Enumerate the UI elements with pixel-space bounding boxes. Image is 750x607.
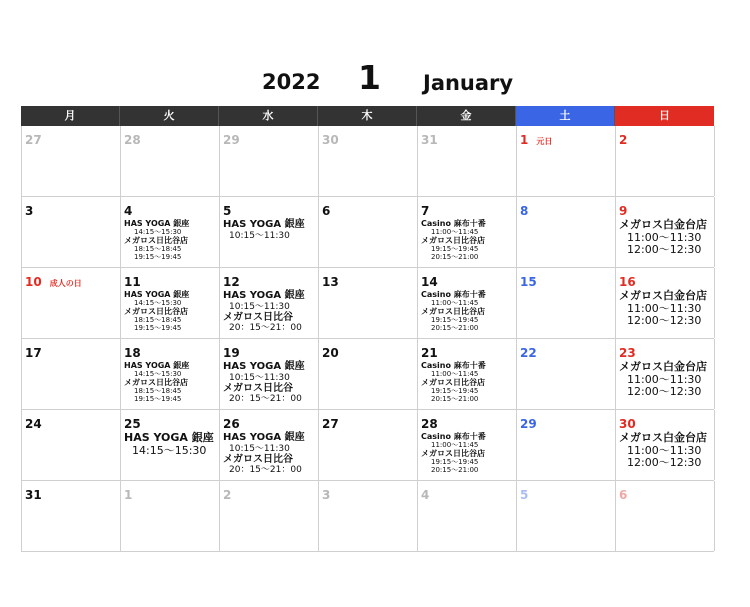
event-location: メガロス日比谷店 [421,236,485,246]
week-row [22,268,714,339]
event-location: メガロス日比谷 [223,311,293,323]
day-cell[interactable] [517,481,616,551]
day-cell[interactable] [517,410,616,480]
day-cell[interactable] [121,126,220,196]
event-time: 14:15〜15:30 [134,370,182,379]
weekday-header-3: 木 [318,106,417,126]
day-cell[interactable] [616,410,715,480]
event-time: 20:15〜21:00 [431,466,479,475]
event-location: HAS YOGA 銀座 [223,361,305,372]
day-cell[interactable] [22,197,121,267]
event-location: メガロス日比谷 [223,382,293,394]
day-header [124,413,219,432]
day-header [322,271,417,290]
event-location: HAS YOGA 銀座 [223,432,305,443]
day-number: 20 [322,346,339,360]
event-time: 20：15〜21：00 [229,465,302,476]
day-cell[interactable] [220,268,319,338]
day-number: 30 [322,133,339,147]
week-row [22,410,714,481]
calendar-weeks [21,126,714,552]
event-location: HAS YOGA 銀座 [124,219,190,228]
day-cell[interactable] [22,268,121,338]
day-header [25,200,120,219]
day-header [322,129,417,148]
day-number: 27 [322,417,339,431]
day-cell[interactable] [319,339,418,409]
day-number: 17 [25,346,42,360]
day-header [223,342,318,361]
day-header [25,484,120,503]
day-header [25,129,120,148]
event-time: 11:00〜11:30 [627,301,702,315]
day-cell[interactable] [616,126,715,196]
event-time: 19:15〜19:45 [134,324,182,333]
event-location: Casino 麻布十番 [421,219,486,228]
event-time: 19:15〜19:45 [431,387,479,396]
week-row [22,339,714,410]
week-row [22,197,714,268]
event-list [619,361,714,399]
day-cell[interactable] [22,410,121,480]
event-time: 20:15〜21:00 [431,253,479,262]
day-number: 24 [25,417,42,431]
event-time: 19:15〜19:45 [431,316,479,325]
day-cell[interactable] [121,410,220,480]
day-number: 25 [124,417,141,431]
weekday-header-1: 火 [120,106,219,126]
day-number: 14 [421,275,438,289]
title-month-english: January [423,71,514,95]
day-header [223,271,318,290]
event-location: メガロス白金台店 [619,289,707,302]
day-number: 8 [520,204,529,218]
day-number: 10 [25,275,42,289]
day-cell[interactable] [220,126,319,196]
day-header [223,484,318,503]
day-number: 3 [25,204,34,218]
event-time: 10:15〜11:30 [229,443,290,454]
event-location: Casino 麻布十番 [421,432,486,441]
day-number: 5 [223,204,232,218]
day-number: 22 [520,346,537,360]
event-location: メガロス白金台店 [619,360,707,373]
event-list [619,290,714,328]
day-cell[interactable] [220,197,319,267]
day-number: 1 [124,488,133,502]
day-number: 5 [520,488,529,502]
day-number: 6 [322,204,331,218]
day-header [619,484,714,503]
day-header [421,342,516,361]
event-list [223,219,318,241]
event-time: 12:00〜12:30 [627,456,702,470]
day-header [520,200,615,219]
day-cell[interactable] [319,410,418,480]
event-location: HAS YOGA 銀座 [223,290,305,301]
event-time: 11:00〜11:30 [627,443,702,457]
day-number: 28 [124,133,141,147]
day-number: 18 [124,346,141,360]
event-time: 11:00〜11:45 [431,370,479,379]
day-header [124,200,219,219]
day-header [124,271,219,290]
day-number: 28 [421,417,438,431]
day-cell[interactable] [517,197,616,267]
event-list [421,290,516,333]
calendar-grid [21,106,714,552]
event-location: Casino 麻布十番 [421,290,486,299]
day-number: 4 [421,488,430,502]
day-header [124,484,219,503]
weekday-header-2: 水 [219,106,318,126]
day-cell[interactable] [319,268,418,338]
day-cell[interactable] [418,410,517,480]
event-time: 11:00〜11:45 [431,228,479,237]
day-header [421,484,516,503]
day-number: 23 [619,346,636,360]
weekday-header-4: 金 [417,106,516,126]
day-number: 1 [520,133,529,147]
title-month-number: 1 [358,58,381,97]
holiday-label: 成人の日 [49,279,82,288]
event-location: メガロス白金台店 [619,218,707,231]
event-time: 19:15〜19:45 [431,245,479,254]
event-time: 11:00〜11:30 [627,230,702,244]
event-location: HAS YOGA 銀座 [124,361,190,370]
day-header [520,342,615,361]
weekday-header-row [21,106,714,126]
event-time: 11:00〜11:45 [431,299,479,308]
day-cell[interactable] [121,481,220,551]
event-location: メガロス日比谷店 [421,449,485,459]
event-location: HAS YOGA 銀座 [223,219,305,230]
day-header [223,129,318,148]
day-header [619,271,714,290]
weekday-header-6: 日 [615,106,714,126]
day-header [619,342,714,361]
event-list [619,432,714,470]
day-cell[interactable] [319,126,418,196]
day-header [124,342,219,361]
week-row [22,481,714,552]
event-time: 19:15〜19:45 [134,395,182,404]
day-number: 6 [619,488,628,502]
day-cell[interactable] [418,197,517,267]
event-time: 10:15〜11:30 [229,301,290,312]
event-list [124,361,219,404]
event-time: 20:15〜21:00 [431,324,479,333]
weekday-header-0: 月 [21,106,120,126]
event-time: 10:15〜11:30 [229,230,290,241]
day-header [421,271,516,290]
day-header [25,271,120,290]
event-time: 14:15〜15:30 [134,299,182,308]
event-time: 20：15〜21：00 [229,394,302,405]
weekday-header-5: 土 [516,106,615,126]
day-cell[interactable] [517,126,616,196]
day-cell[interactable] [220,339,319,409]
day-cell[interactable] [22,126,121,196]
day-header [520,484,615,503]
event-time: 20:15〜21:00 [431,395,479,404]
event-list [619,219,714,257]
event-location: メガロス日比谷 [223,453,293,465]
day-cell[interactable] [319,481,418,551]
event-list [421,219,516,262]
day-header [322,342,417,361]
day-header [322,484,417,503]
day-number: 26 [223,417,240,431]
event-list [421,432,516,475]
day-number: 7 [421,204,430,218]
day-header [520,413,615,432]
day-number: 19 [223,346,240,360]
day-number: 29 [520,417,537,431]
day-cell[interactable] [517,339,616,409]
event-time: 18:15〜18:45 [134,387,182,396]
event-time: 18:15〜18:45 [134,245,182,254]
day-number: 31 [25,488,42,502]
day-cell[interactable] [22,481,121,551]
event-time: 14:15〜15:30 [132,443,207,457]
day-number: 2 [619,133,628,147]
event-list [124,219,219,262]
holiday-label: 元日 [536,137,553,146]
day-cell[interactable] [121,339,220,409]
day-header [223,200,318,219]
event-time: 18:15〜18:45 [134,316,182,325]
title-year: 2022 [262,70,321,94]
event-location: HAS YOGA 銀座 [124,431,214,444]
day-number: 3 [322,488,331,502]
day-header [322,200,417,219]
day-cell[interactable] [616,339,715,409]
event-time: 19:15〜19:45 [431,458,479,467]
day-number: 27 [25,133,42,147]
day-cell[interactable] [616,197,715,267]
day-header [619,413,714,432]
day-cell[interactable] [319,197,418,267]
day-cell[interactable] [418,126,517,196]
event-list [124,290,219,333]
day-number: 30 [619,417,636,431]
day-header [520,129,615,148]
day-number: 12 [223,275,240,289]
event-location: メガロス日比谷店 [421,307,485,317]
day-header [322,413,417,432]
day-number: 21 [421,346,438,360]
event-location: HAS YOGA 銀座 [124,290,190,299]
day-number: 11 [124,275,141,289]
event-time: 20：15〜21：00 [229,323,302,334]
day-number: 31 [421,133,438,147]
event-location: メガロス日比谷店 [124,307,188,317]
event-time: 10:15〜11:30 [229,372,290,383]
event-time: 12:00〜12:30 [627,314,702,328]
event-time: 12:00〜12:30 [627,385,702,399]
day-header [520,271,615,290]
event-location: メガロス日比谷店 [124,236,188,246]
event-list [421,361,516,404]
day-header [124,129,219,148]
day-header [421,200,516,219]
day-cell[interactable] [418,339,517,409]
event-list [223,432,318,476]
day-header [619,200,714,219]
event-list [124,432,219,457]
day-header [619,129,714,148]
day-number: 29 [223,133,240,147]
event-location: Casino 麻布十番 [421,361,486,370]
event-time: 11:00〜11:30 [627,372,702,386]
day-cell[interactable] [616,268,715,338]
day-cell[interactable] [22,339,121,409]
week-row [22,126,714,197]
day-header [421,413,516,432]
day-header [223,413,318,432]
event-list [223,361,318,405]
event-time: 19:15〜19:45 [134,253,182,262]
event-location: メガロス日比谷店 [421,378,485,388]
day-cell[interactable] [220,481,319,551]
day-number: 4 [124,204,133,218]
day-cell[interactable] [418,268,517,338]
day-cell[interactable] [616,481,715,551]
day-header [421,129,516,148]
day-number: 9 [619,204,628,218]
day-number: 2 [223,488,232,502]
calendar-title [0,58,750,102]
day-cell[interactable] [121,268,220,338]
day-number: 15 [520,275,537,289]
day-cell[interactable] [418,481,517,551]
day-number: 16 [619,275,636,289]
day-number: 13 [322,275,339,289]
day-cell[interactable] [517,268,616,338]
event-location: メガロス日比谷店 [124,378,188,388]
event-list [223,290,318,334]
event-time: 12:00〜12:30 [627,243,702,257]
event-time: 14:15〜15:30 [134,228,182,237]
day-cell[interactable] [121,197,220,267]
day-header [25,342,120,361]
event-time: 11:00〜11:45 [431,441,479,450]
event-location: メガロス白金台店 [619,431,707,444]
day-header [25,413,120,432]
day-cell[interactable] [220,410,319,480]
